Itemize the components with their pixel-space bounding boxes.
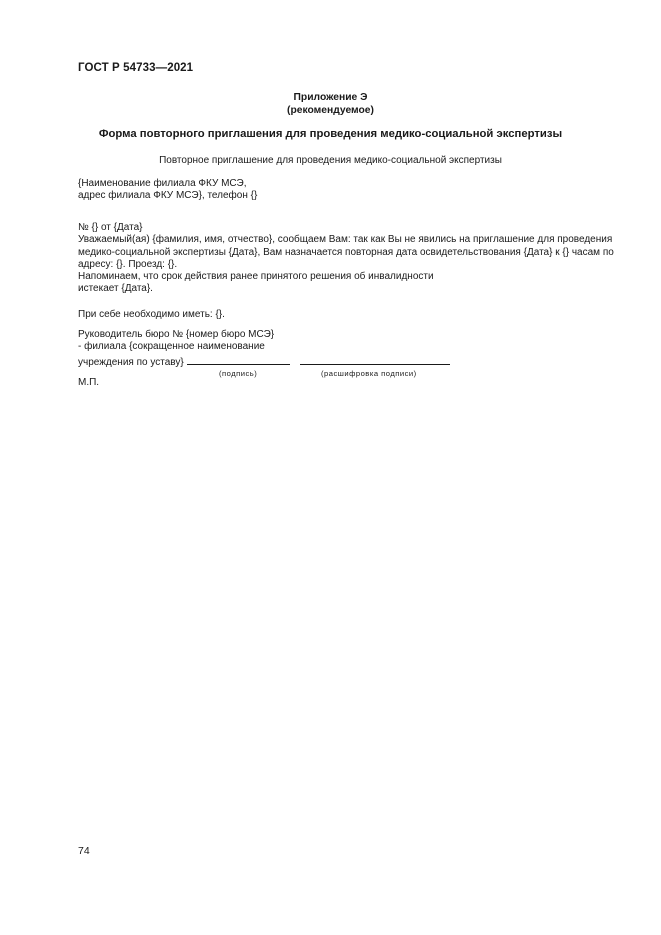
signature-line	[187, 354, 290, 365]
signature-caption: (подпись)	[219, 369, 258, 378]
signature-block	[78, 329, 618, 369]
letter-number-line: № {} от {Дата}	[78, 222, 143, 233]
address-line: адрес филиала ФКУ МСЭ}, телефон {}	[78, 190, 258, 202]
signer-branch-line: - филиала {сокращенное наименование	[78, 341, 265, 353]
invitation-subtitle: Повторное приглашение для проведения медико-социальной экспертизы	[159, 155, 502, 166]
bring-documents-line: При себе необходимо иметь: {}.	[78, 309, 225, 320]
letter-line: истекает {Дата}.	[78, 283, 153, 295]
letter-line: медико-социальной экспертизы {Дата}, Вам назначается повторная дата освидетельствования {Дата} к {} часам по	[78, 246, 614, 258]
signer-institution-text: учреждения по уставу}	[78, 356, 184, 368]
letter-line: адресу: {}. Проезд: {}.	[78, 258, 178, 270]
signer-title-line: Руководитель бюро № {номер бюро МСЭ}	[78, 329, 275, 340]
address-line: {Наименование филиала ФКУ МСЭ,	[78, 178, 247, 189]
form-title: Форма повторного приглашения для проведения медико-социальной экспертизы	[98, 128, 563, 140]
annex-title: Приложение Э	[293, 92, 368, 103]
signer-institution-line	[78, 354, 618, 369]
annex-heading	[0, 92, 661, 117]
page-number: 74	[78, 845, 90, 857]
decode-caption: (расшифровка подписи)	[321, 369, 417, 378]
seal-mark: М.П.	[78, 377, 100, 388]
letter-line: Уважаемый(ая) {фамилия, имя, отчество}, сообщаем Вам: так как Вы не явились на приглашение для проведения	[78, 234, 613, 246]
address-block	[78, 178, 618, 203]
decode-line	[300, 354, 450, 365]
annex-status: (рекомендуемое)	[287, 104, 374, 116]
letter-line: Напоминаем, что срок действия ранее принятого решения об инвалидности	[78, 271, 434, 283]
standard-designation: ГОСТ Р 54733—2021	[78, 62, 194, 74]
letter-body	[78, 222, 618, 296]
